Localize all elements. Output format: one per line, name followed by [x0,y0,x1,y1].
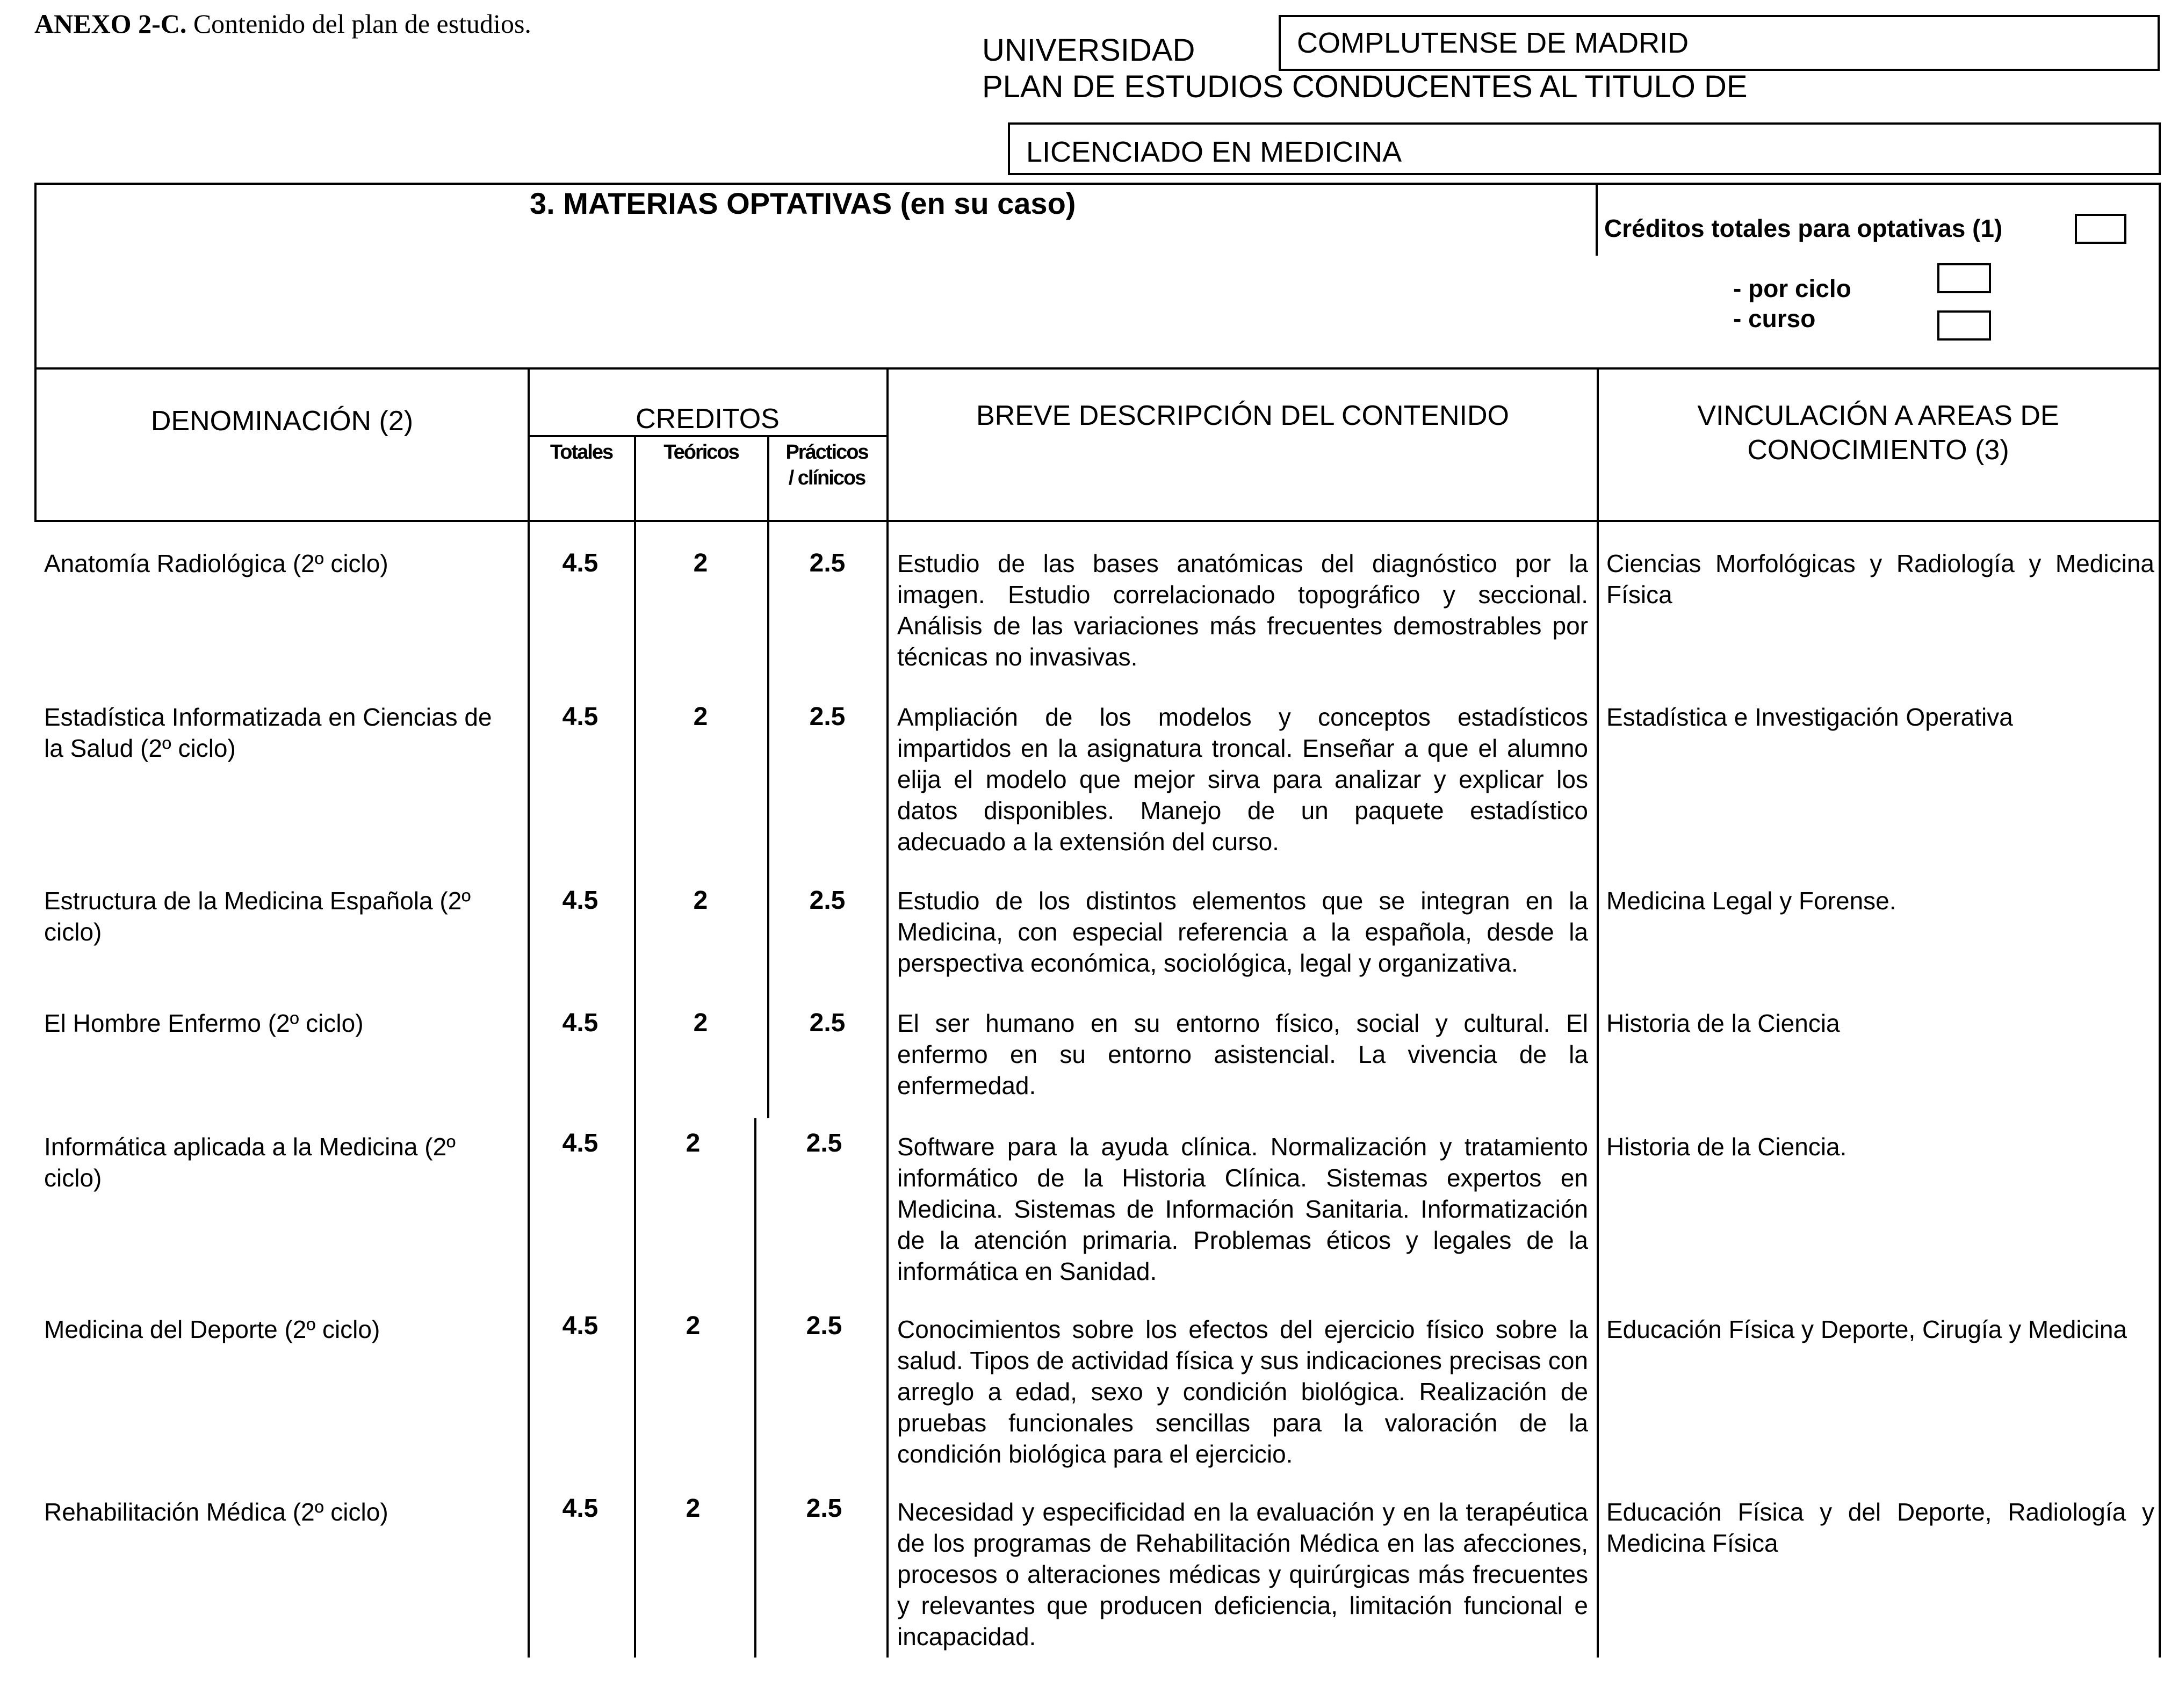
header-credits: CREDITOS [636,403,780,435]
col-divider-totals [634,435,636,1658]
per-cycle-label: - por ciclo [1733,274,1851,302]
row-description: El ser humano en su entorno físico, social y cultural. El enfermo en su entorno asistencial. La vivencia de la enfermedad. [897,1009,1588,1099]
section-title: 3. MATERIAS OPTATIVAS (en su caso) [530,186,1076,220]
row-credits-theory: 2 [686,1494,701,1523]
row-description: Software para la ayuda clínica. Normalización y tratamiento informático de la Historia Clínica. Sistemas expertos en Medicina. Sistemas de Información Sanitaria. Informatización de la atención primaria. Problemas éticos y legales de la informática en Sanidad. [897,1133,1588,1285]
per-cycle-box [1937,263,1991,293]
row-credits-theory: 2 [693,1009,708,1037]
row-credits-total: 4.5 [562,1009,598,1037]
row-description: Ampliación de los modelos y conceptos estadísticos impartidos en la asignatura troncal. Enseñar a que el alumno elija el modelo que mejor sirva para analizar y explicar los datos disponibles. Manejo de un paquete estadístico adecuado a la extensión del curso. [897,703,1588,856]
credits-total-box [2075,214,2126,244]
row-name: Rehabilitación Médica (2º ciclo) [44,1498,388,1526]
row-name: Estructura de la Medicina Española (2º ciclo) [44,887,471,946]
header-theory: Teóricos [663,441,739,464]
row-credits-total: 4.5 [562,1494,598,1523]
row-name: Anatomía Radiológica (2º ciclo) [44,549,388,577]
university-label: UNIVERSIDAD [982,33,1195,68]
table-header-bottom [34,520,2161,522]
row-area: Educación Física y del Deporte, Radiología y Medicina Física [1606,1498,2154,1557]
row-credits-total: 4.5 [562,703,598,731]
row-area: Ciencias Morfológicas y Radiología y Medicina Física [1606,549,2154,609]
header-totals: Totales [550,441,613,464]
row-area: Historia de la Ciencia. [1606,1133,1847,1161]
row-credits-theory: 2 [693,886,708,915]
header-area-2: CONOCIMIENTO (3) [1747,435,2009,466]
row-description: Necesidad y especificidad en la evaluación y en la terapéutica de los programas de Rehabilitación Médica en las afecciones, procesos o alteraciones médicas y quirúrgicas más frecuentes y relevantes que producen deficiencia, limitación funcional e incapacidad. [897,1498,1588,1651]
row-description: Conocimientos sobre los efectos del ejercicio físico sobre la salud. Tipos de actividad física y sus indicaciones precisas con arreglo a edad, sexo y condición biológica. Realización de pruebas funcionales sencillas para la valoración de la condición biológica para el ejercicio. [897,1315,1588,1468]
header-practice-1: Prácticos [785,441,868,464]
col-divider-description [1597,370,1599,1658]
row-name: Informática aplicada a la Medicina (2º ciclo) [44,1133,456,1192]
row-credits-practice: 2.5 [809,1009,846,1037]
row-credits-practice: 2.5 [809,549,846,577]
annex-label: ANEXO 2-C. [34,9,187,39]
row-credits-practice: 2.5 [809,703,846,731]
row-area: Educación Física y Deporte, Cirugía y Medicina [1606,1315,2127,1343]
table-left-border [34,370,37,522]
row-name: Medicina del Deporte (2º ciclo) [44,1315,380,1343]
row-area: Historia de la Ciencia [1606,1009,1840,1037]
row-description: Estudio de las bases anatómicas del diagnóstico por la imagen. Estudio correlacionado topográfico y seccional. Análisis de las variaciones más frecuentes demostrables por técnicas no invasivas. [897,549,1588,671]
header-name: DENOMINACIÓN (2) [150,406,414,437]
col-divider-practice [886,370,889,1658]
col-divider-theory-upper [767,435,769,1118]
row-name: Estadística Informatizada en Ciencias de la Salud (2º ciclo) [44,703,492,762]
row-credits-total: 4.5 [562,1129,598,1157]
row-description: Estudio de los distintos elementos que se integran en la Medicina, con especial referencia a la española, desde la perspectiva económica, sociológica, legal y organizativa. [897,887,1588,977]
row-credits-practice: 2.5 [806,1129,842,1157]
header-area-1: VINCULACIÓN A AREAS DE [1697,400,2059,431]
section-divider [1596,183,1598,256]
row-credits-total: 4.5 [562,549,598,577]
row-name: El Hombre Enfermo (2º ciclo) [44,1009,364,1037]
row-credits-practice: 2.5 [806,1494,842,1523]
per-course-label: - curso [1733,305,1816,332]
header-practice-2: / clínicos [788,467,865,489]
row-area: Medicina Legal y Forense. [1606,887,1896,915]
row-credits-practice: 2.5 [809,886,846,915]
table-right-border [2159,370,2161,1658]
credits-total-label: Créditos totales para optativas (1) [1604,214,2003,242]
annex-subtitle: Contenido del plan de estudios. [186,9,531,39]
row-credits-total: 4.5 [562,886,598,915]
annex-title [34,8,531,40]
row-credits-theory: 2 [693,549,708,577]
degree-name: LICENCIADO EN MEDICINA [1026,136,1402,168]
col-divider-theory-lower [754,1118,756,1658]
header-description: BREVE DESCRIPCIÓN DEL CONTENIDO [976,400,1509,431]
row-credits-theory: 2 [686,1129,701,1157]
university-name: COMPLUTENSE DE MADRID [1297,27,1689,59]
row-credits-theory: 2 [686,1312,701,1340]
plan-label: PLAN DE ESTUDIOS CONDUCENTES AL TITULO DE [982,69,1748,104]
row-credits-total: 4.5 [562,1312,598,1340]
col-divider-name [528,370,530,1658]
row-credits-theory: 2 [693,703,708,731]
row-credits-practice: 2.5 [806,1312,842,1340]
row-area: Estadística e Investigación Operativa [1606,703,2013,731]
per-course-box [1937,310,1991,341]
